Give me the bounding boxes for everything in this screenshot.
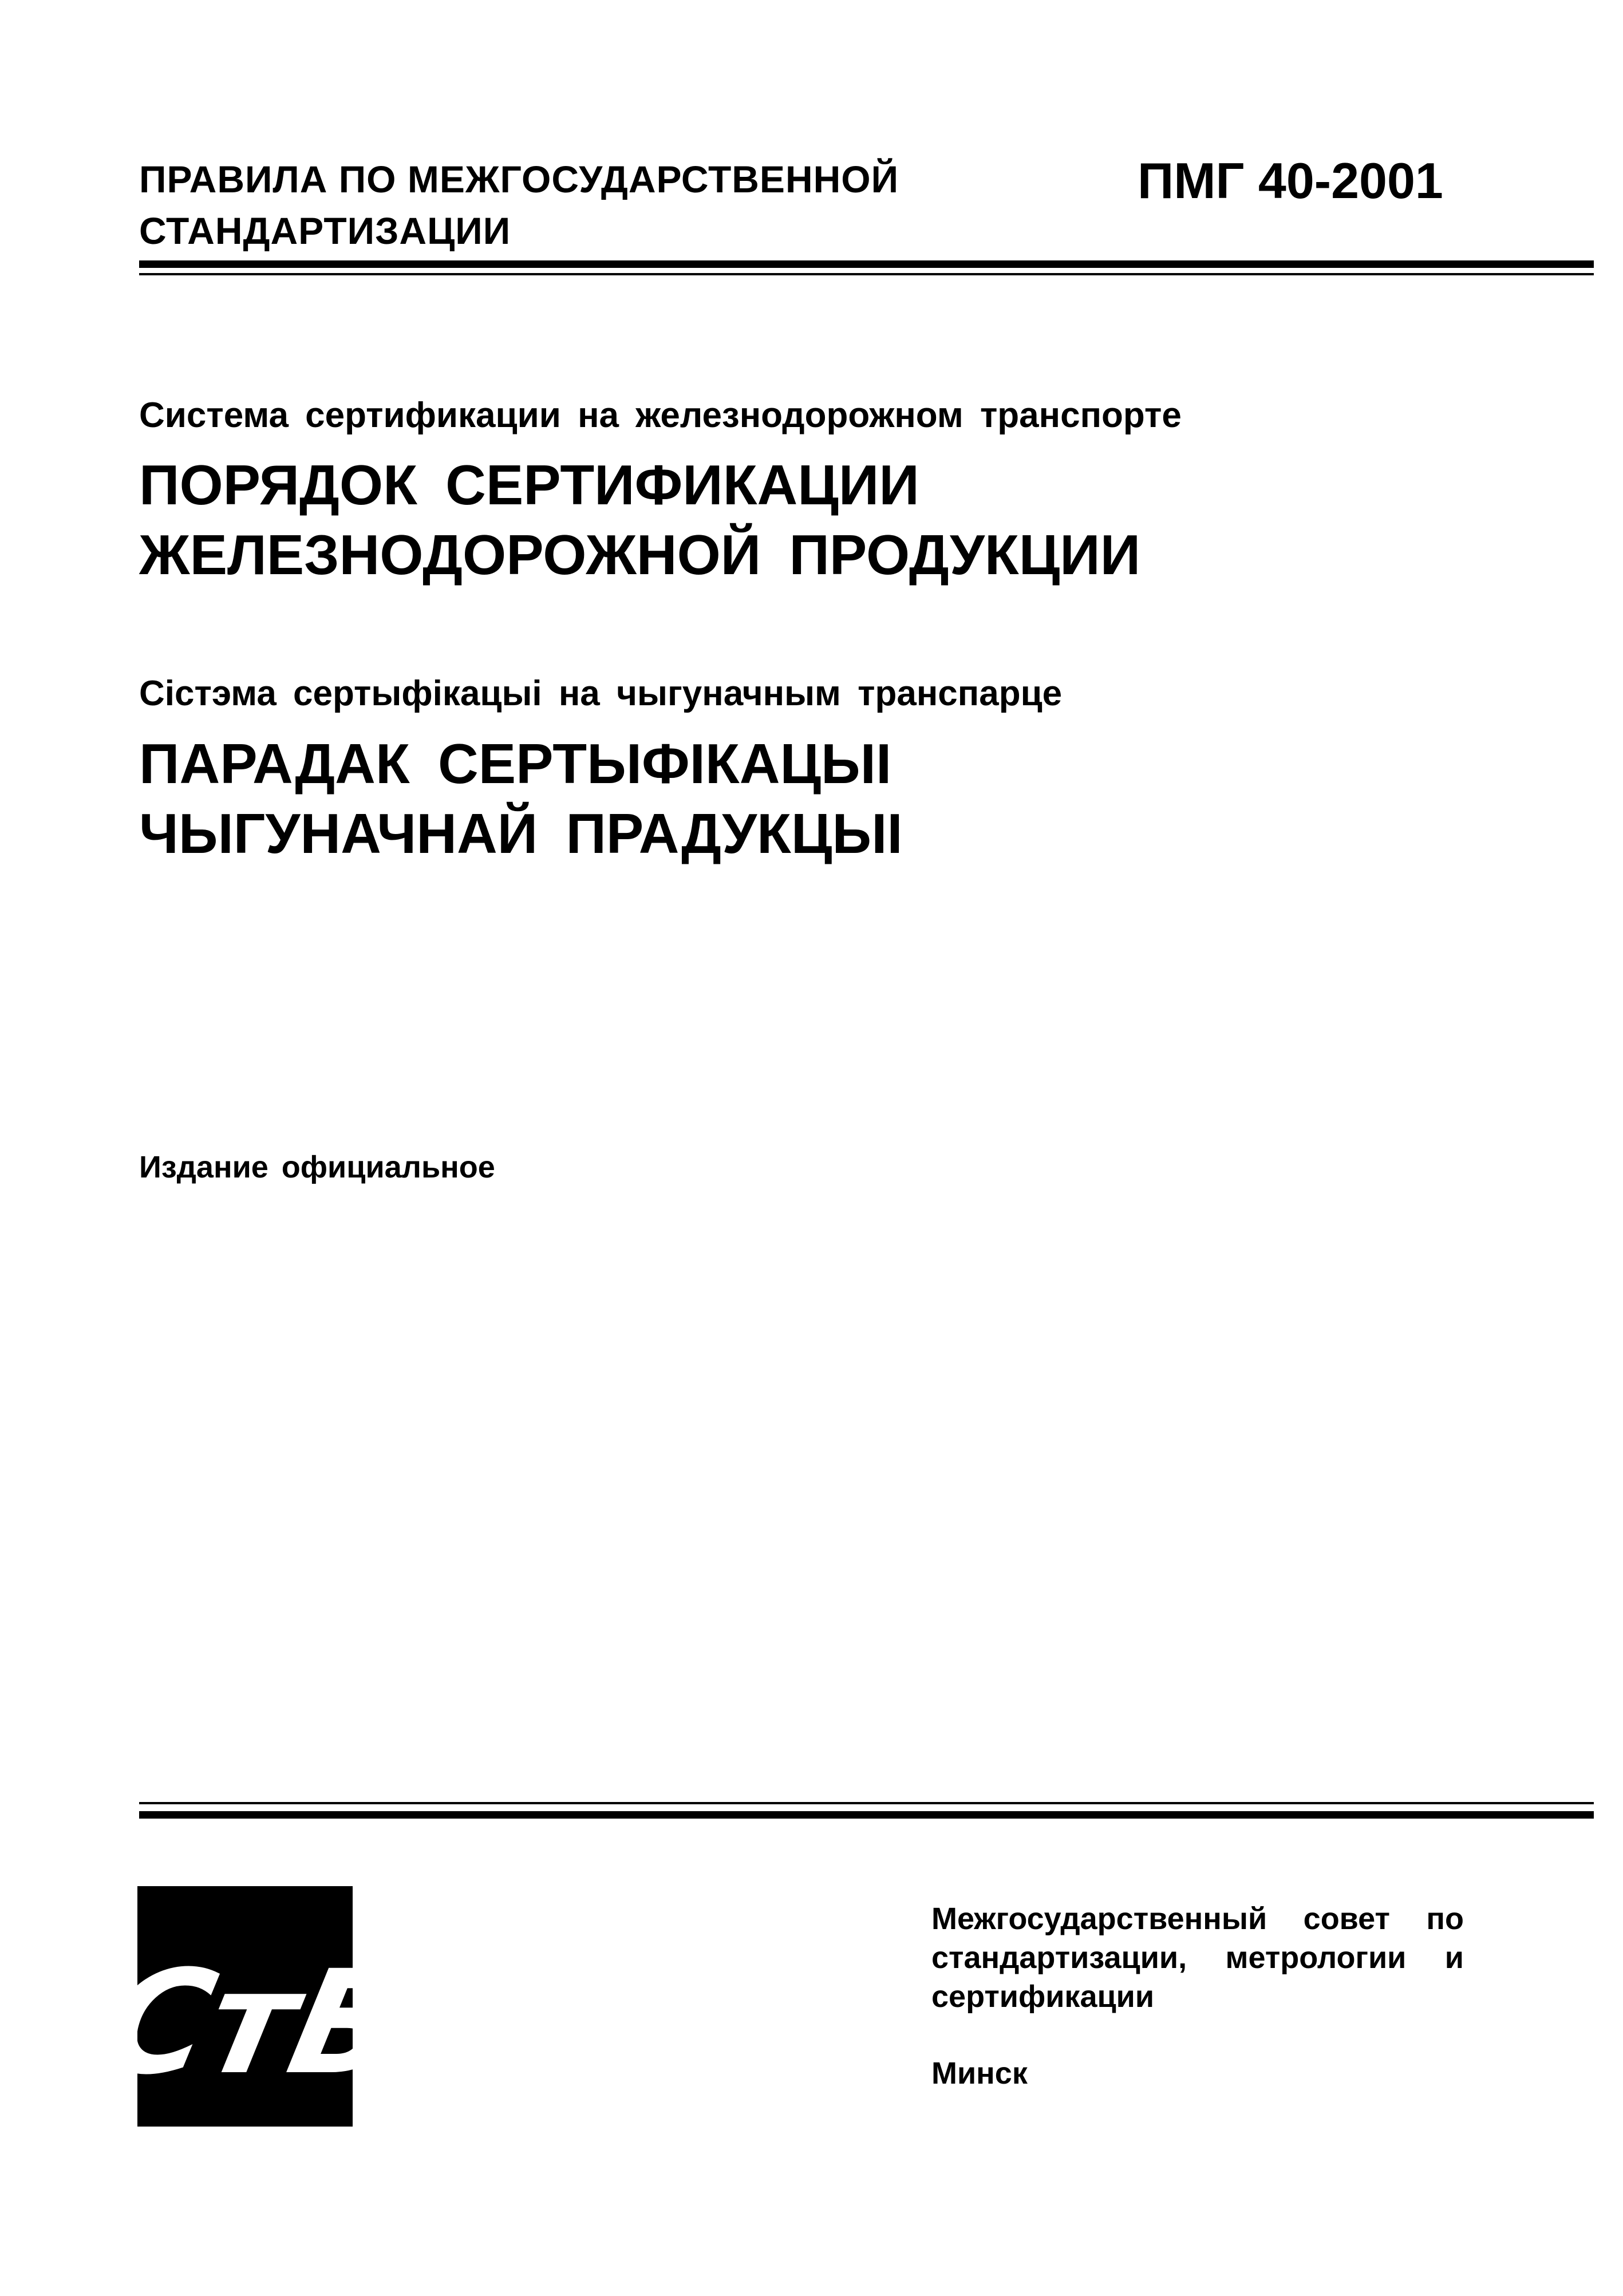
header-rule-thin: [139, 273, 1594, 275]
edition-label: Издание официальное: [139, 1150, 495, 1184]
document-designation: ПМГ 40-2001: [1138, 152, 1443, 209]
stb-logo-text: СтБ: [88, 1939, 421, 2107]
russian-subtitle: Система сертификации на железнодорожном транспорте: [139, 396, 1182, 435]
stb-logo-icon: [88, 1886, 421, 2127]
belarusian-title: ПАРАДАК СЕРТЫФІКАЦЫІ ЧЫГУНАЧНАЙ ПРАДУКЦЫІ: [139, 732, 903, 865]
series-title: ПРАВИЛА ПО МЕЖГОСУДАРСТВЕННОЙ СТАНДАРТИЗАЦИИ: [139, 158, 899, 252]
publication-city: Минск: [931, 2056, 1028, 2090]
header-rule-thick: [139, 260, 1594, 268]
footer-rule-thick: [139, 1811, 1594, 1819]
publisher-name: Межгосударственный совет по стандартизации, метрологии и сертификации: [931, 1902, 1464, 2014]
russian-title: ПОРЯДОК СЕРТИФИКАЦИИ ЖЕЛЕЗНОДОРОЖНОЙ ПРОДУКЦИИ: [139, 453, 1141, 586]
footer-rule-thin: [139, 1802, 1594, 1804]
belarusian-subtitle: Сістэма сертыфікацыі на чыгуначным транспарце: [139, 674, 1063, 713]
